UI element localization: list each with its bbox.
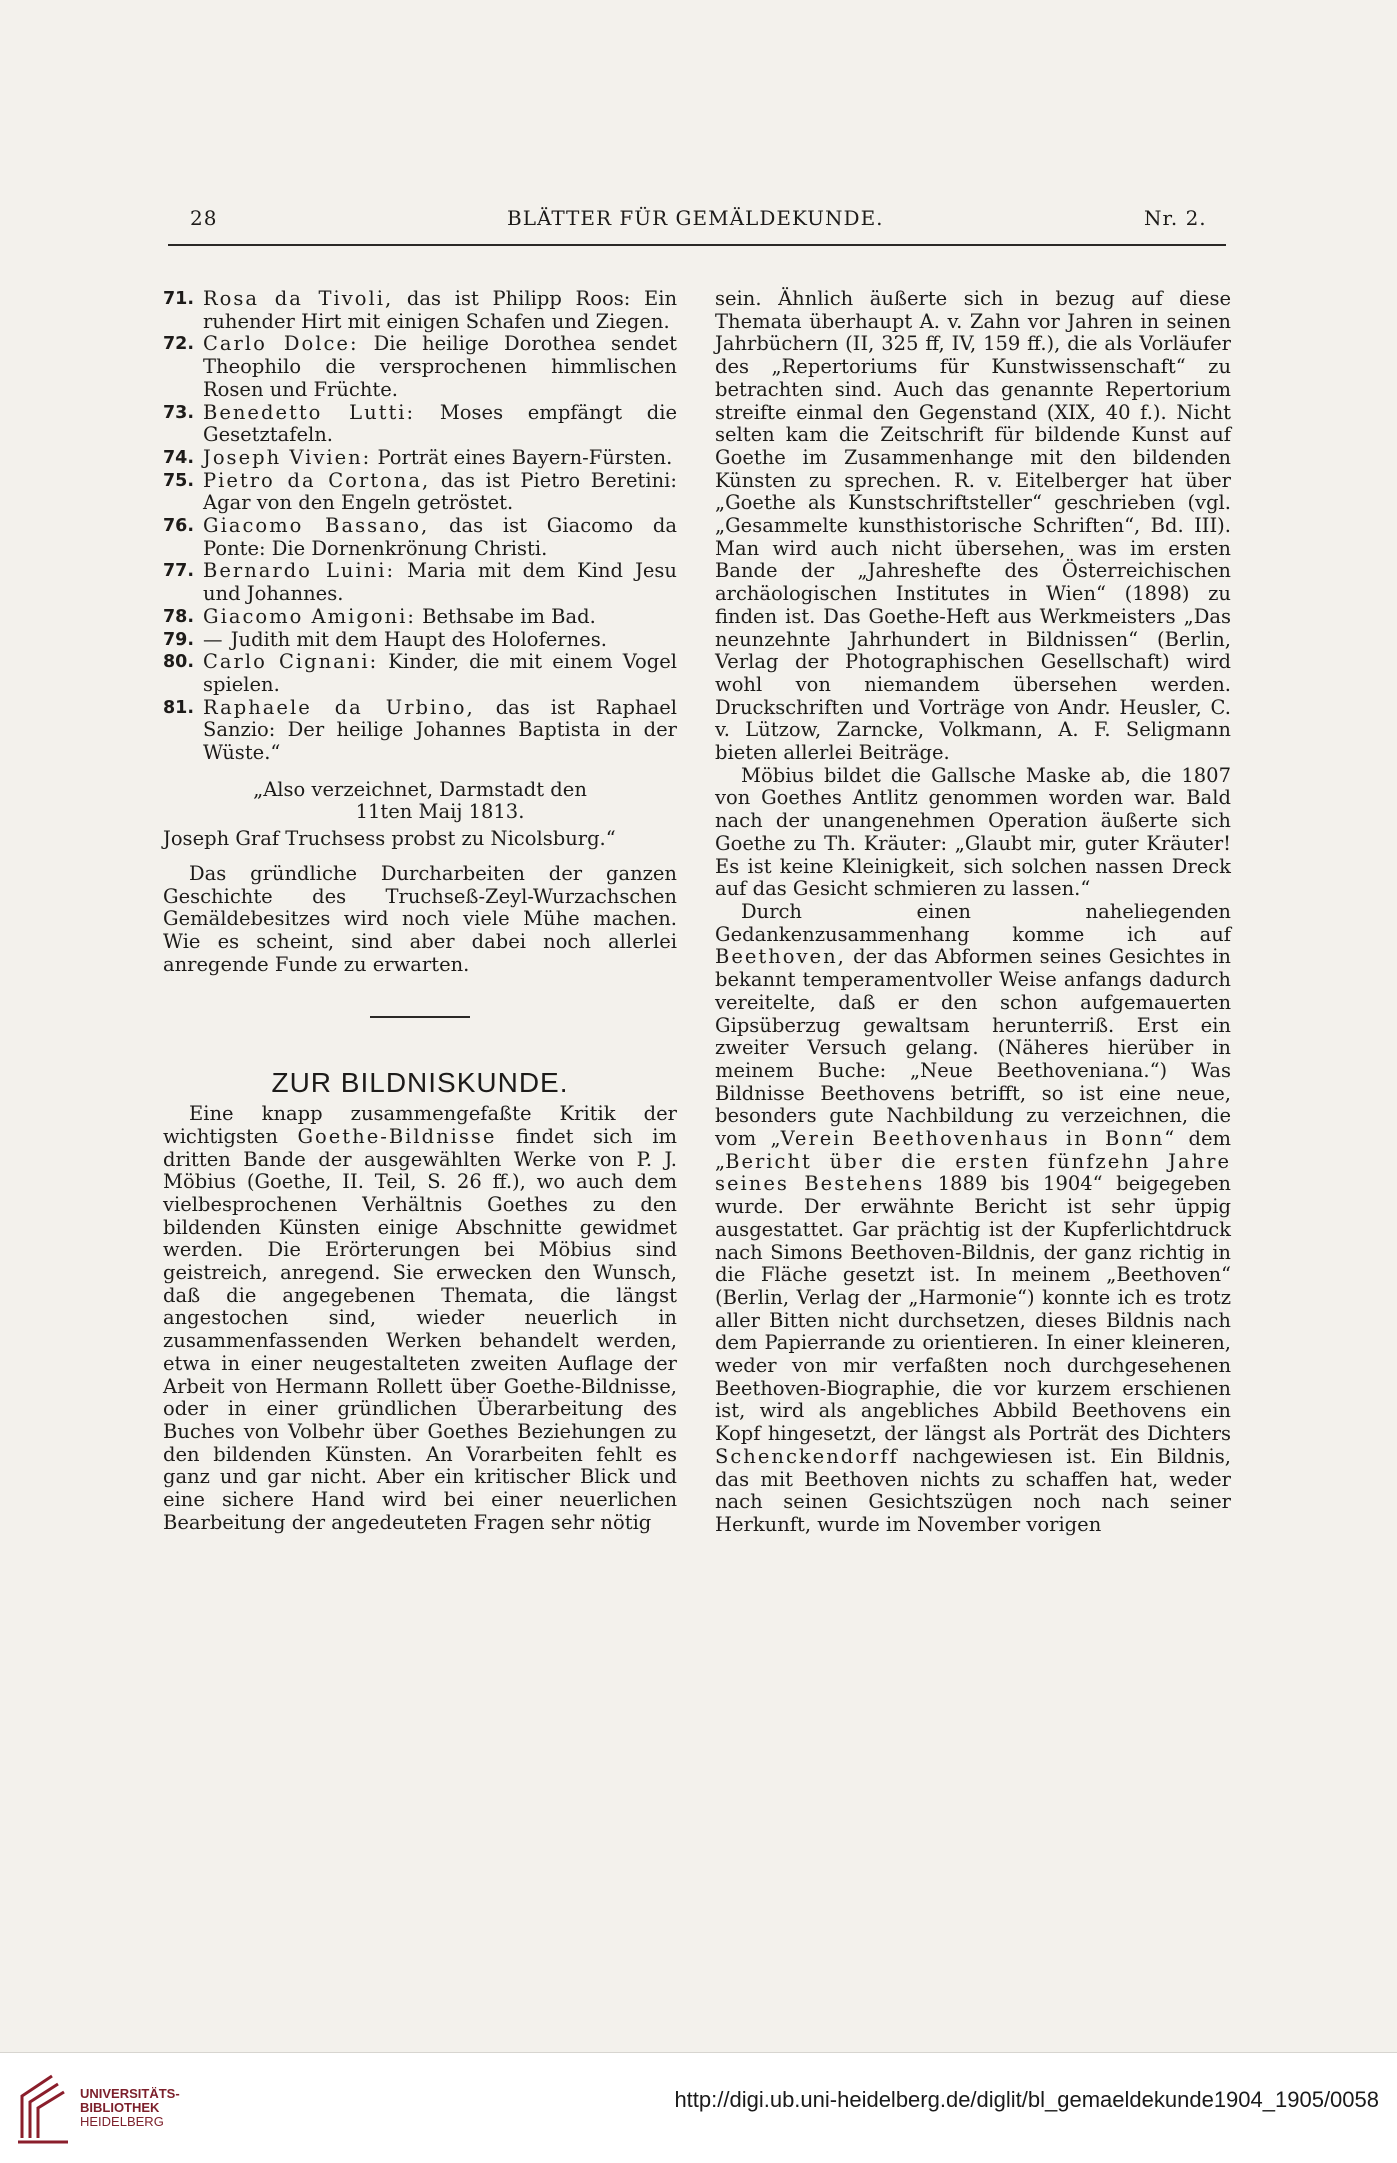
library-footer [0,2052,1397,2163]
catalogue-item [163,447,677,470]
catalogue-item [163,470,677,515]
page-number: 28 [190,206,218,230]
library-logo-icon [14,2068,74,2148]
item-number: 75. [163,470,195,491]
artist-name: Bernardo Luini: [203,559,396,583]
item-number: 72. [163,334,195,355]
artwork-title: das ist Pietro Beretini: Agar von den Engeln getröstet. [203,468,677,515]
right-paragraph-2: Möbius bildet die Gallsche Maske ab, die 1807 von Goethes Antlitz genommen worden war. Bald nach der unangenehmen Operation äußerte sich Goethe zu Th. Kräuter: „Glaubt mir, guter Kräuter! Es ist keine Kleinigkeit, sich solchen nassen Dreck auf das Gesicht schmieren zu lassen.“ [715,763,1231,901]
artist-name: Benedetto Lutti: [203,400,416,424]
artist-name: Carlo Cignani: [203,650,379,674]
artwork-title: Moses empfängt die Gesetztafeln. [203,400,677,447]
library-name: UNIVERSITÄTS- BIBLIOTHEK HEIDELBERG [80,2086,180,2129]
issue-number: Nr. 2. [1144,206,1207,230]
artwork-title: Kinder, die mit einem Vogel spielen. [203,650,677,696]
closing-line-2: 11ten Maij 1813. [355,800,525,824]
item-number: 78. [163,606,195,627]
catalogue-item [163,629,677,652]
journal-title: BLÄTTER FÜR GEMÄLDEKUNDE. [507,206,884,230]
artist-name: — [203,627,225,651]
item-number: 80. [163,652,195,673]
item-number: 73. [163,402,195,423]
catalogue-item [163,333,677,401]
right-paragraph-3: Durch einen naheliegenden Gedankenzusammenhang komme ich auf Beethoven, der das Abformen seines Gesichtes in bekannt temperamentvoller Weise anfangs dadurch vereitelte, daß er den schon aufgemauerten Gipsüberzug gewaltsam herunterriß. Erst ein zweiter Versuch gelang. (Näheres hierüber in meinem Buche: „Neue Beethoveniana.“) Was Bildnisse Beethovens betrifft, so ist eine neue, besonders gute Nachbildung zu verzeichnen, die vom „Verein Beethovenhaus in Bonn“ dem „Bericht über die ersten fünfzehn Jahre seines Bestehens 1889 bis 1904“ beigegeben wurde. Der erwähnte Bericht ist sehr üppig ausgestattet. Gar prächtig ist der Kupferlichtdruck nach Simons Beethoven-Bildnis, der ganz richtig in die Fläche gesetzt ist. In meinem „Beethoven“ (Berlin, Verlag der „Harmonie“) konnte ich es trotz aller Bitten nicht durchsetzen, dieses Bildnis nach dem Papierrande zu orientieren. In einer kleineren, weder von mir verfaßten noch durchgesehenen Beethoven-Biographie, die vor kurzem erschienen ist, wird als angebliches Abbild Beethovens ein Kopf hingesetzt, der längst als Porträt des Dichters Schenckendorff nachgewiesen ist. Ein Bildnis, das mit Beethoven nichts zu schaffen hat, weder nach seinen Gesichtszügen noch nach seiner Herkunft, wurde im November vorigen [715,899,1231,1536]
artist-name: Carlo Dolce: [203,332,359,356]
artwork-title: Judith mit dem Haupt des Holofernes. [224,627,607,651]
section-divider [370,1016,470,1018]
item-number: 81. [163,697,195,718]
catalogue-item [163,651,677,696]
catalogue-item [163,515,677,560]
artwork-title: das ist Philipp Roos: Ein ruhender Hirt mit einigen Schafen und Ziegen. [203,287,677,333]
artist-name: Giacomo Amigoni: [203,604,416,628]
catalogue-item [163,560,677,605]
right-column [715,288,1231,1537]
paragraph: Das gründliche Durcharbeiten der ganzen Geschichte des Truchseß-Zeyl-Wurzachschen Gemäldebesitzes wird noch viele Mühe machen. Wie es scheint, sind aber dabei noch allerlei anregende Funde zu erwarten. [163,861,677,976]
artist-name: Joseph Vivien: [203,445,372,469]
right-paragraph-1: sein. Ähnlich äußerte sich in bezug auf diese Themata überhaupt A. v. Zahn vor Jahren in seinen Jahrbüchern (II, 325 ff, IV, 159 ff.), die als Vorläufer des „Repertoriums für Kunstwissenschaft“ zu betrachten sind. Auch das genannte Repertorium streifte einmal den Gegenstand (XIX, 40 f.). Nicht selten kam die Zeitschrift für bildende Kunst auf Goethe im Zusammenhange mit den bildenden Künsten zu sprechen. R. v. Eitelberger hat über „Goethe als Kunstschriftsteller“ geschrieben (vgl. „Gesammelte kunsthistorische Schriften“, Bd. III). Man wird auch nicht übersehen, was im ersten Bande der „Jahreshefte des Österreichischen archäologischen Institutes in Wien“ (1898) zu finden ist. Das Goethe-Heft aus Werkmeisters „Das neunzehnte Jahrhundert in Bildnissen“ (Berlin, Verlag der Photographischen Gesellschaft) wird wohl von niemandem übersehen werden. Druckschriften und Vorträge von Andr. Heusler, C. v. Lützow, Zarncke, Volkmann, A. F. Seligmann bieten allerlei Beiträge. [715,287,1231,765]
item-number: 77. [163,561,195,582]
artwork-title: das ist Raphael Sanzio: Der heilige Johannes Baptista in der Wüste.“ [203,695,677,765]
item-number: 79. [163,629,195,650]
catalogue-item [163,288,677,333]
source-url[interactable]: http://digi.ub.uni-heidelberg.de/diglit/bl_gemaeldekunde1904_1905/0058 [674,2087,1379,2112]
item-number: 74. [163,447,195,468]
signature: Joseph Graf Truchsess probst zu Nicolsburg.“ [163,827,616,851]
artwork-title: das ist Giacomo da Ponte: Die Dornenkrönung Christi. [203,514,677,560]
section-title: ZUR BILDNISKUNDE. [271,1067,569,1099]
artwork-title: Bethsabe im Bad. [415,604,596,628]
item-number: 71. [163,289,195,309]
artist-name: Pietro da Cortona, [203,468,431,492]
artist-name: Giacomo Bassano, [203,514,430,538]
catalogue-list [163,288,677,765]
artwork-title: Die heilige Dorothea sendet Theophilo die versprochenen himmlischen Rosen und Früchte. [203,332,677,401]
artist-name: Raphaele da Urbino, [203,695,475,719]
section-paragraph: Eine knapp zusammengefaßte Kritik der wichtigsten Goethe-Bildnisse findet sich im dritten Bande der ausgewählten Werke von P. J. Möbius (Goethe, II. Teil, S. 26 ff.), wo auch dem vielbesprochenen Verhältnis Goethes zu den bildenden Künsten einige Abschnitte gewidmet werden. Die Erörterungen bei Möbius sind geistreich, anregend. Sie erwecken den Wunsch, daß die angegebenen Themata, die längst angestochen sind, wieder neuerlich in zusammenfassenden Werken behandelt werden, etwa in einer neugestalteten zweiten Auflage der Arbeit von Hermann Rollett über Goethe-Bildnisse, oder in einer gründlichen Überarbeitung des Buches von Volbehr über Goethes Beziehungen zu den bildenden Künsten. An Vorarbeiten fehlt es ganz und gar nicht. Aber ein kritischer Blick und eine sichere Hand wird bei einer neuerlichen Bearbeitung der angedeuteten Fragen sehr nötig [163,1102,677,1534]
left-column [163,288,677,1534]
item-number: 76. [163,516,195,537]
artwork-title: Porträt eines Bayern-Fürsten. [371,445,673,469]
artwork-title: Maria mit dem Kind Jesu und Johannes. [203,559,677,606]
artist-name: Rosa da Tivoli, [203,287,394,310]
catalogue-item [163,402,677,447]
closing-line-1: „Also verzeichnet, Darmstadt den [253,777,587,801]
header-rule [168,244,1226,246]
catalogue-item [163,606,677,629]
catalogue-item [163,697,677,765]
